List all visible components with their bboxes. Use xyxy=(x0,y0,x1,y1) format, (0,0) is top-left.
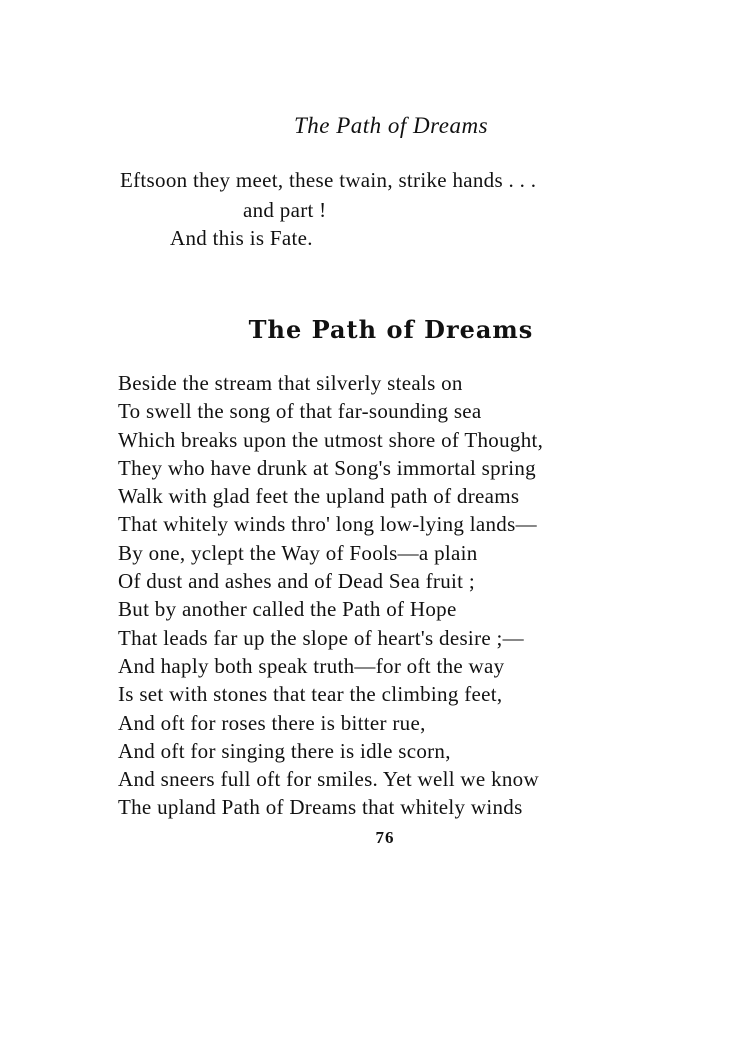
previous-poem-line: and part ! xyxy=(243,198,327,222)
poem-line: To swell the song of that far-sounding sea xyxy=(118,399,482,424)
poem-line: Which breaks upon the utmost shore of Thought, xyxy=(118,427,544,452)
previous-poem-line: Eftsoon they meet, these twain, strike hands . . . xyxy=(120,168,537,192)
poem-line: By one, yclept the Way of Fools—a plain xyxy=(118,540,478,565)
poem-line: And oft for roses there is bitter rue, xyxy=(118,710,426,735)
running-head: The Path of Dreams xyxy=(293,113,489,138)
poem-line: Walk with glad feet the upland path of dreams xyxy=(118,484,520,509)
poem-line: That whitely winds thro' long low-lying lands— xyxy=(118,512,537,537)
page-number: 76 xyxy=(375,828,395,847)
poem-line: That leads far up the slope of heart's desire ;— xyxy=(118,625,524,650)
poem-title: The Path of Dreams xyxy=(248,315,534,344)
poem-line: The upland Path of Dreams that whitely winds xyxy=(118,795,523,820)
poem-line: And oft for singing there is idle scorn, xyxy=(118,738,451,763)
poem-line: And haply both speak truth—for oft the way xyxy=(118,653,505,678)
previous-poem-line: And this is Fate. xyxy=(170,226,313,250)
poem-line: They who have drunk at Song's immortal spring xyxy=(118,455,536,480)
poem-line: Beside the stream that silverly steals on xyxy=(118,371,463,395)
poem-body xyxy=(118,369,698,822)
poem-line: Of dust and ashes and of Dead Sea fruit ; xyxy=(118,569,475,594)
poem-line: And sneers full oft for smiles. Yet well we know xyxy=(118,767,539,792)
poem-line: But by another called the Path of Hope xyxy=(118,597,457,622)
poem-line: Is set with stones that tear the climbing feet, xyxy=(118,682,503,707)
